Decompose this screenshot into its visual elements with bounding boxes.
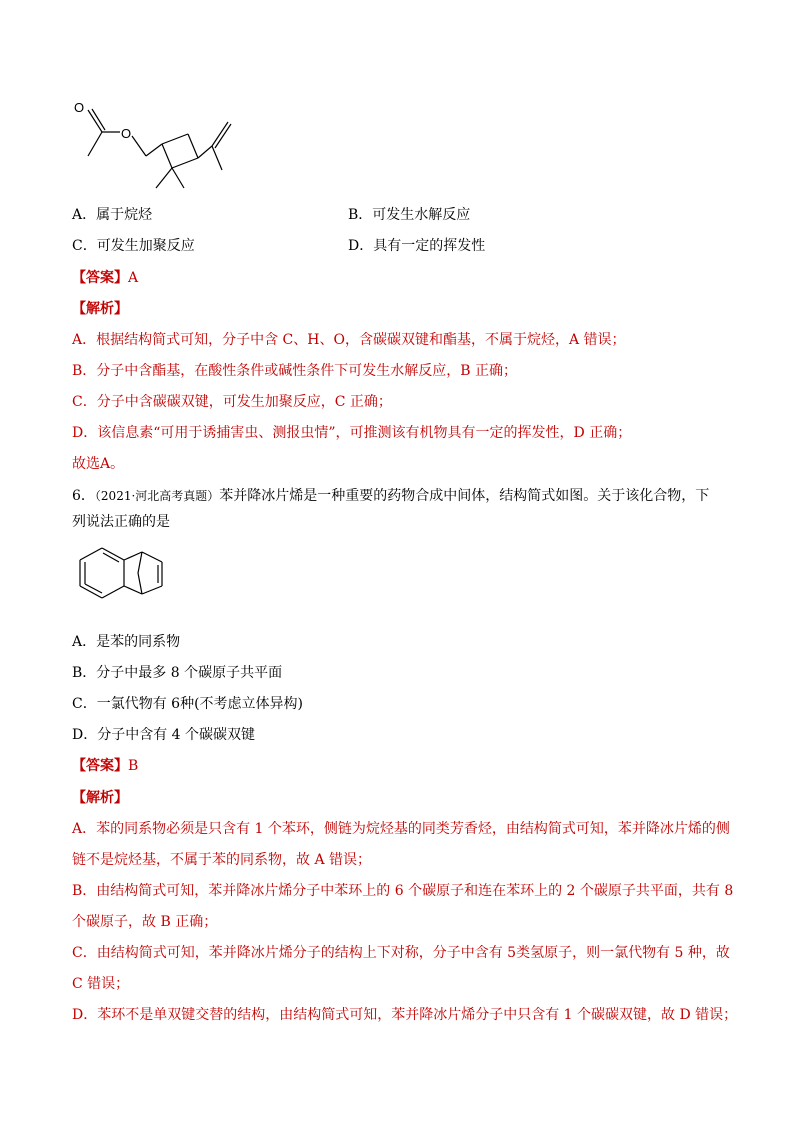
q6-analysis-d: D．苯环不是单双键交替的结构，由结构简式可知，苯并降冰片烯分子中只含有 1 个碳碳双键，故 D 错误； (72, 1007, 738, 1023)
q6-option-c: C．一氯代物有 6种(不考虑立体异构) (72, 696, 303, 712)
q5-analysis-label: 【解析】 (72, 301, 128, 317)
answer-value: A (128, 270, 139, 286)
q5-option-b: B．可发生水解反应 (348, 207, 471, 223)
q5-option-d: D．具有一定的挥发性 (348, 238, 486, 254)
q6-analysis-a-line2: 链不是烷烃基，不属于苯的同系物，故 A 错误； (72, 852, 372, 868)
answer-label: 【答案】 (72, 758, 128, 774)
answer-value: B (128, 758, 139, 774)
q5-option-c: C．可发生加聚反应 (72, 238, 195, 254)
ester-structure-diagram (70, 96, 260, 196)
q5-answer (72, 268, 138, 288)
q6-number: 6． (72, 488, 95, 504)
atom-label-carbonyl-o: O (74, 100, 85, 115)
q6-source: （2021·河北高考真题） (94, 489, 220, 503)
q5-analysis-d: D．该信息素“可用于诱捕害虫、测报虫情”，可推测该有机物具有一定的挥发性，D 正确； (72, 425, 632, 441)
q6-analysis-label: 【解析】 (72, 790, 128, 806)
q6-analysis-b-line2: 个碳原子，故 B 正确； (72, 914, 218, 930)
q6-stem-text: 苯并降冰片烯是一种重要的药物合成中间体，结构简式如图。关于该化合物，下 (219, 488, 710, 504)
answer-label: 【答案】 (72, 270, 128, 286)
q6-analysis-a-line1: A．苯的同系物必须是只含有 1 个苯环，侧链为烷烃基的同类芳香烃，由结构简式可知，苯并降冰片烯的侧 (72, 821, 730, 837)
q5-analysis-b: B．分子中含酯基，在酸性条件或碱性条件下可发生水解反应，B 正确； (72, 363, 518, 379)
q6-stem-line1 (72, 486, 709, 506)
q6-analysis-c-line1: C．由结构简式可知，苯并降冰片烯分子的结构上下对称，分子中含有 5类氢原子，则一氯代物有 5 种，故 (72, 945, 730, 961)
q6-analysis-b-line1: B．由结构简式可知，苯并降冰片烯分子中苯环上的 6 个碳原子和连在苯环上的 2 个碳原子共平面，共有 8 (72, 883, 734, 899)
benzonorbornene-structure-diagram (72, 538, 192, 618)
q6-answer (72, 756, 138, 776)
q6-stem-line2: 列说法正确的是 (72, 514, 170, 530)
q6-option-b: B．分子中最多 8 个碳原子共平面 (72, 665, 283, 681)
q5-analysis-c: C．分子中含碳碳双键，可发生加聚反应，C 正确； (72, 394, 392, 410)
q5-analysis-a: A．根据结构简式可知，分子中含 C、H、O，含碳碳双键和酯基，不属于烷烃，A 错误； (72, 332, 626, 348)
q6-option-d: D．分子中含有 4 个碳碳双键 (72, 727, 256, 743)
q6-analysis-c-line2: C 错误； (72, 976, 130, 992)
atom-label-ester-o: O (121, 126, 132, 141)
q6-option-a: A．是苯的同系物 (72, 634, 181, 650)
q5-conclusion: 故选A。 (72, 456, 125, 472)
q5-option-a: A．属于烷烃 (72, 207, 153, 223)
